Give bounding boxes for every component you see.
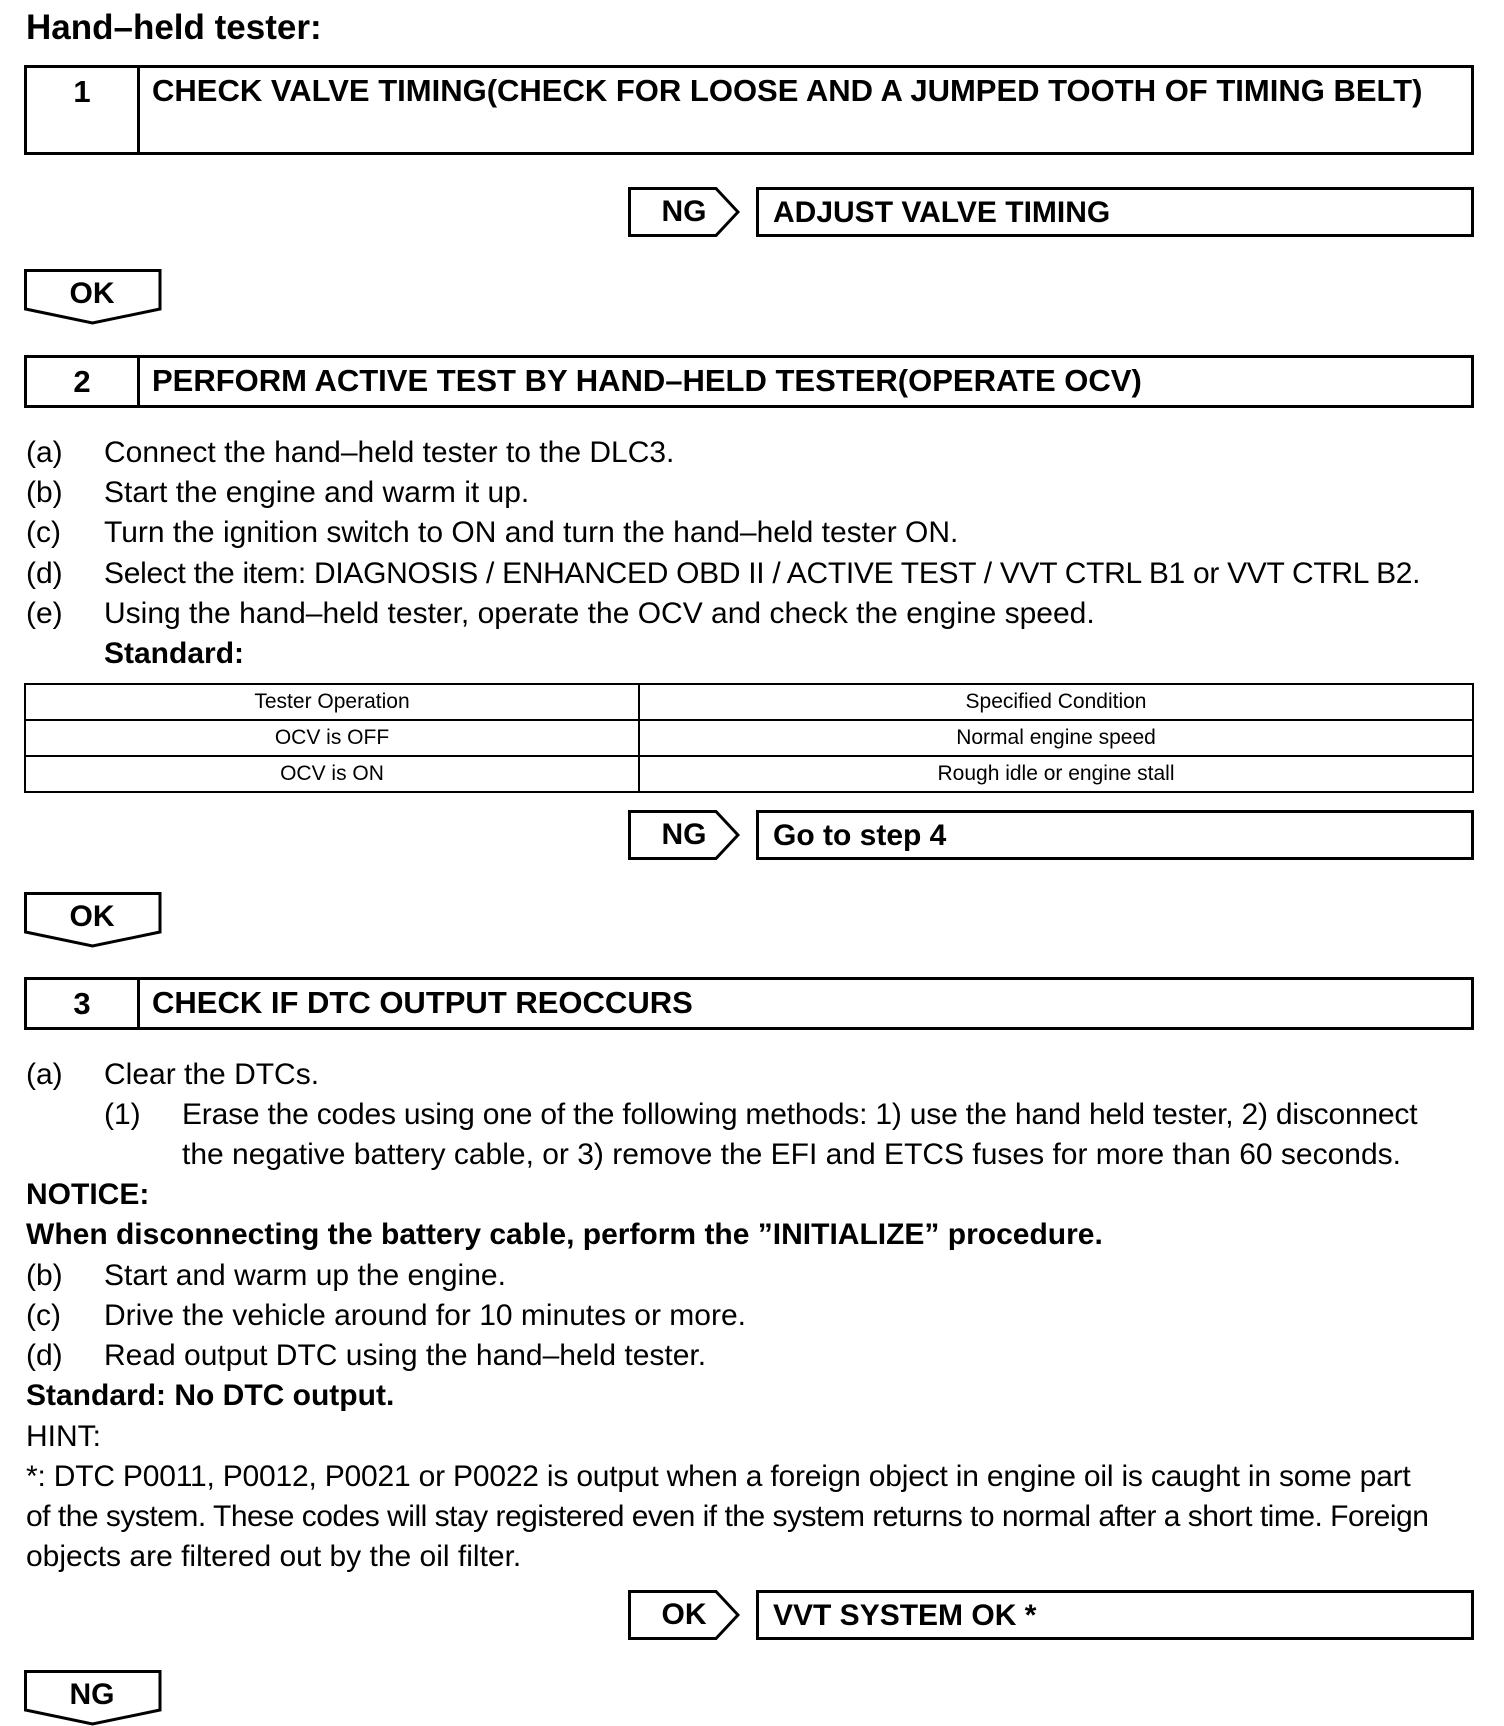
ng-continue-tag (24, 1670, 164, 1726)
hint-label: HINT: (26, 1420, 101, 1453)
table-header-row (25, 684, 1473, 720)
table-cell: Normal engine speed (639, 720, 1473, 756)
standard-text: Standard: No DTC output. (26, 1379, 395, 1412)
item-text: Read output DTC using the hand–held tester. (104, 1339, 707, 1372)
tag-label: OK (69, 277, 115, 310)
table-cell: OCV is OFF (25, 720, 639, 756)
sub-item-text: Erase the codes using one of the following methods: 1) use the hand held tester, 2) disconnect (182, 1098, 1418, 1131)
step-number: 3 (27, 980, 140, 1027)
item-text: Select the item: DIAGNOSIS / ENHANCED OBD II / ACTIVE TEST / VVT CTRL B1 or VVT CTRL B2. (104, 557, 1421, 590)
item-text: Clear the DTCs. (104, 1058, 320, 1091)
item-text: Using the hand–held tester, operate the OCV and check the engine speed. (104, 597, 1095, 630)
step-2-header (24, 355, 1474, 408)
tag-label: NG (69, 1678, 115, 1711)
item-text: Turn the ignition switch to ON and turn the hand–held tester ON. (104, 516, 959, 549)
item-text: Start and warm up the engine. (104, 1259, 506, 1292)
step-title: CHECK VALVE TIMING(CHECK FOR LOOSE AND A JUMPED TOOTH OF TIMING BELT) (152, 73, 1423, 108)
table-cell: OCV is ON (25, 756, 639, 792)
item-text: Drive the vehicle around for 10 minutes or more. (104, 1299, 746, 1332)
step-3-header (24, 977, 1474, 1030)
tag-label: NG (661, 195, 707, 228)
tag-label: NG (661, 818, 707, 851)
ok-continue-tag (24, 269, 164, 325)
step-number: 2 (27, 358, 140, 405)
ok-tag (628, 1590, 740, 1640)
item-label: (c) (26, 1299, 61, 1332)
step-1-header (24, 65, 1474, 155)
table-row (25, 720, 1473, 756)
item-label: (a) (26, 1058, 63, 1091)
item-text: Connect the hand–held tester to the DLC3. (104, 436, 675, 469)
step-title: CHECK IF DTC OUTPUT REOCCURS (152, 985, 693, 1020)
standard-table (24, 683, 1474, 793)
hint-text: objects are filtered out by the oil filter. (26, 1540, 522, 1573)
ok-continue-tag (24, 892, 164, 948)
item-label: (b) (26, 1259, 63, 1292)
result-box: VVT SYSTEM OK * (756, 1590, 1474, 1640)
table-header: Specified Condition (639, 684, 1473, 720)
item-label: (a) (26, 436, 63, 469)
table-header: Tester Operation (25, 684, 639, 720)
standard-label: Standard: (104, 637, 245, 670)
tag-label: OK (661, 1598, 707, 1631)
item-label: (d) (26, 557, 63, 590)
item-label: (e) (26, 597, 63, 630)
item-label: (c) (26, 516, 61, 549)
result-box: Go to step 4 (756, 810, 1474, 860)
tag-label: OK (69, 900, 115, 933)
item-text: Start the engine and warm it up. (104, 476, 530, 509)
step-number: 1 (27, 68, 140, 152)
sub-item-text: the negative battery cable, or 3) remove the EFI and ETCS fuses for more than 60 seconds. (182, 1138, 1401, 1171)
table-cell: Rough idle or engine stall (639, 756, 1473, 792)
ng-tag (628, 187, 740, 237)
hint-text: *: DTC P0011, P0012, P0021 or P0022 is output when a foreign object in engine oil is caught in some part (26, 1460, 1411, 1493)
item-label: (d) (26, 1339, 63, 1372)
item-label: (b) (26, 476, 63, 509)
table-row (25, 756, 1473, 792)
result-box: ADJUST VALVE TIMING (756, 187, 1474, 237)
notice-label: NOTICE: (26, 1178, 150, 1211)
ng-tag (628, 810, 740, 860)
step-title: PERFORM ACTIVE TEST BY HAND–HELD TESTER(OPERATE OCV) (152, 363, 1142, 398)
page-title: Hand–held tester: (26, 8, 322, 47)
notice-text: When disconnecting the battery cable, perform the ”INITIALIZE” procedure. (26, 1218, 1103, 1251)
sub-item-label: (1) (104, 1098, 141, 1131)
hint-text: of the system. These codes will stay registered even if the system returns to normal after a short time. Foreign (26, 1500, 1429, 1533)
